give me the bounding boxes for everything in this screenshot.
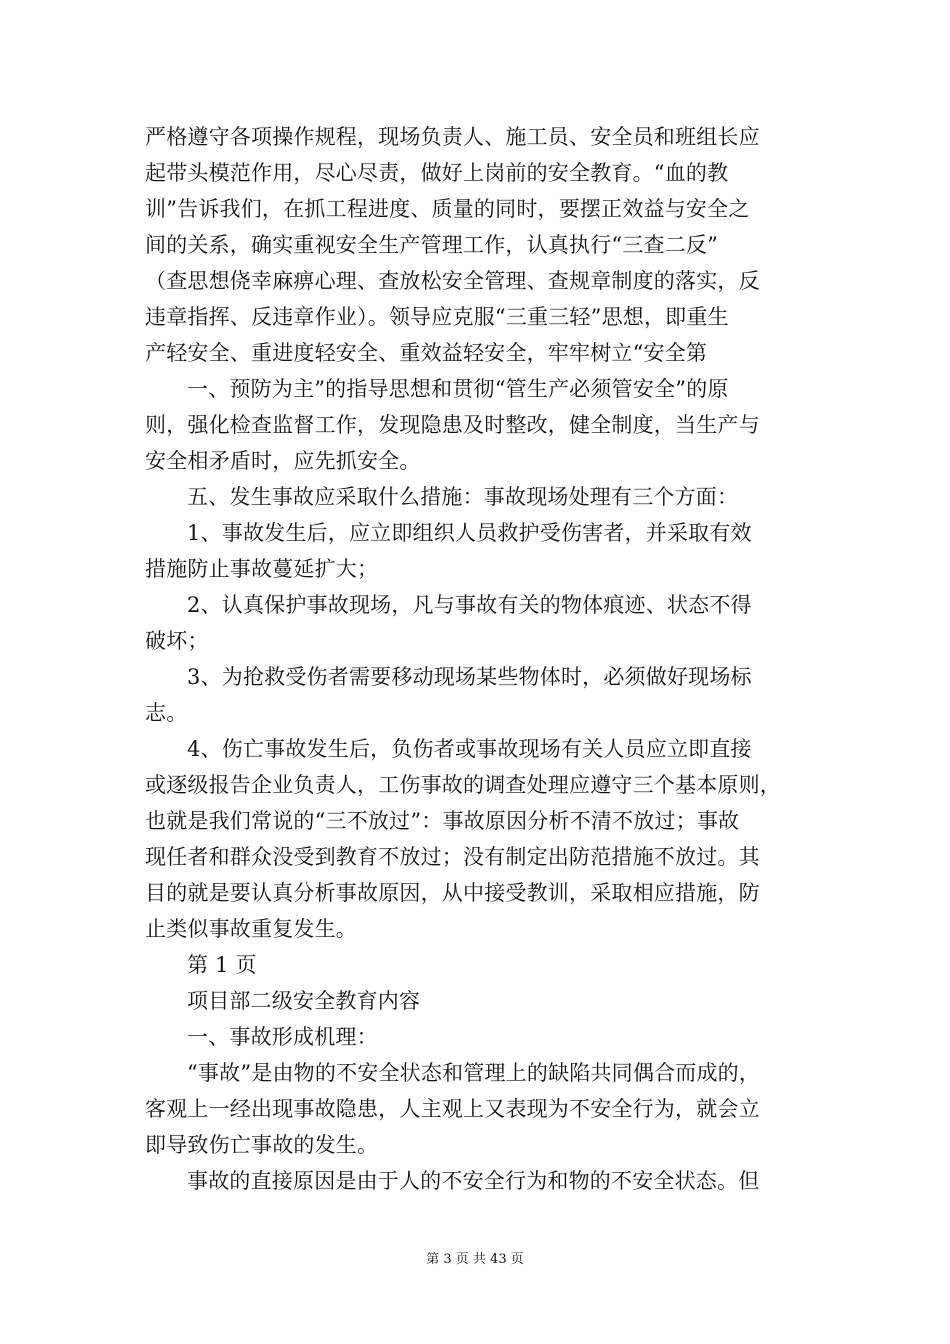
text-line: 项目部二级安全教育内容 [187,989,421,1013]
text-line: 安全相矛盾时，应先抓安全。 [145,449,421,473]
text-line: 严格遵守各项操作规程，现场负责人、施工员、安全员和班组长应 [145,125,760,149]
text-line: 客观上一经出现事故隐患，人主观上又表现为不安全行为，就会立 [145,1097,760,1121]
text-line: 即导致伤亡事故的发生。 [145,1133,379,1157]
text-line: 或逐级报告企业负责人，工伤事故的调查处理应遵守三个基本原则， [145,773,781,797]
text-line: 一、预防为主”的指导思想和贯彻“管生产必须管安全”的原 [187,377,729,401]
page-footer: 第 3 页 共 43 页 [426,1252,524,1267]
text-line: “事故”是由物的不安全状态和管理上的缺陷共同偶合而成的， [187,1061,761,1085]
text-line: 五、发生事故应采取什么措施：事故现场处理有三个方面： [187,485,739,509]
text-line: 措施防止事故蔓延扩大； [145,557,379,581]
text-line: 起带头模范作用，尽心尽责，做好上岗前的安全教育。“血的教 [145,161,729,185]
text-line: 现任者和群众没受到教育不放过；没有制定出防范措施不放过。其 [145,845,760,869]
text-line: 第 1 页 [187,953,257,977]
text-line: 3、为抢救受伤者需要移动现场某些物体时，必须做好现场标 [187,665,752,689]
text-line: 训”告诉我们，在抓工程进度、质量的同时，要摆正效益与安全之 [145,197,750,221]
text-line: 事故的直接原因是由于人的不安全行为和物的不安全状态。但 [187,1169,760,1193]
text-line: 志。 [145,701,188,725]
document-body [145,121,810,1201]
text-line: 违章指挥、反违章作业）。领导应克服“三重三轻”思想，即重生 [145,305,729,329]
text-line: 则，强化检查监督工作，发现隐患及时整改，健全制度，当生产与 [145,413,760,437]
text-line: 也就是我们常说的“三不放过”：事故原因分析不清不放过；事故 [145,809,740,833]
text-line: 止类似事故重复发生。 [145,917,357,941]
text-line: 产轻安全、重进度轻安全、重效益轻安全，牢牢树立“安全第 [145,341,708,365]
text-line: 4、伤亡事故发生后，负伤者或事故现场有关人员应立即直接 [187,737,752,761]
text-line: 目的就是要认真分析事故原因，从中接受教训，采取相应措施，防 [145,881,760,905]
text-line: 2、认真保护事故现场，凡与事故有关的物体痕迹、状态不得 [187,593,752,617]
text-line: 1、事故发生后，应立即组织人员救护受伤害者，并采取有效 [187,521,752,545]
text-line: 一、事故形成机理： [187,1025,378,1049]
text-line: （查思想侥幸麻痹心理、查放松安全管理、查规章制度的落实，反 [145,269,760,293]
text-line: 间的关系，确实重视安全生产管理工作，认真执行“三查二反” [145,233,719,257]
text-line: 破坏； [145,629,209,653]
